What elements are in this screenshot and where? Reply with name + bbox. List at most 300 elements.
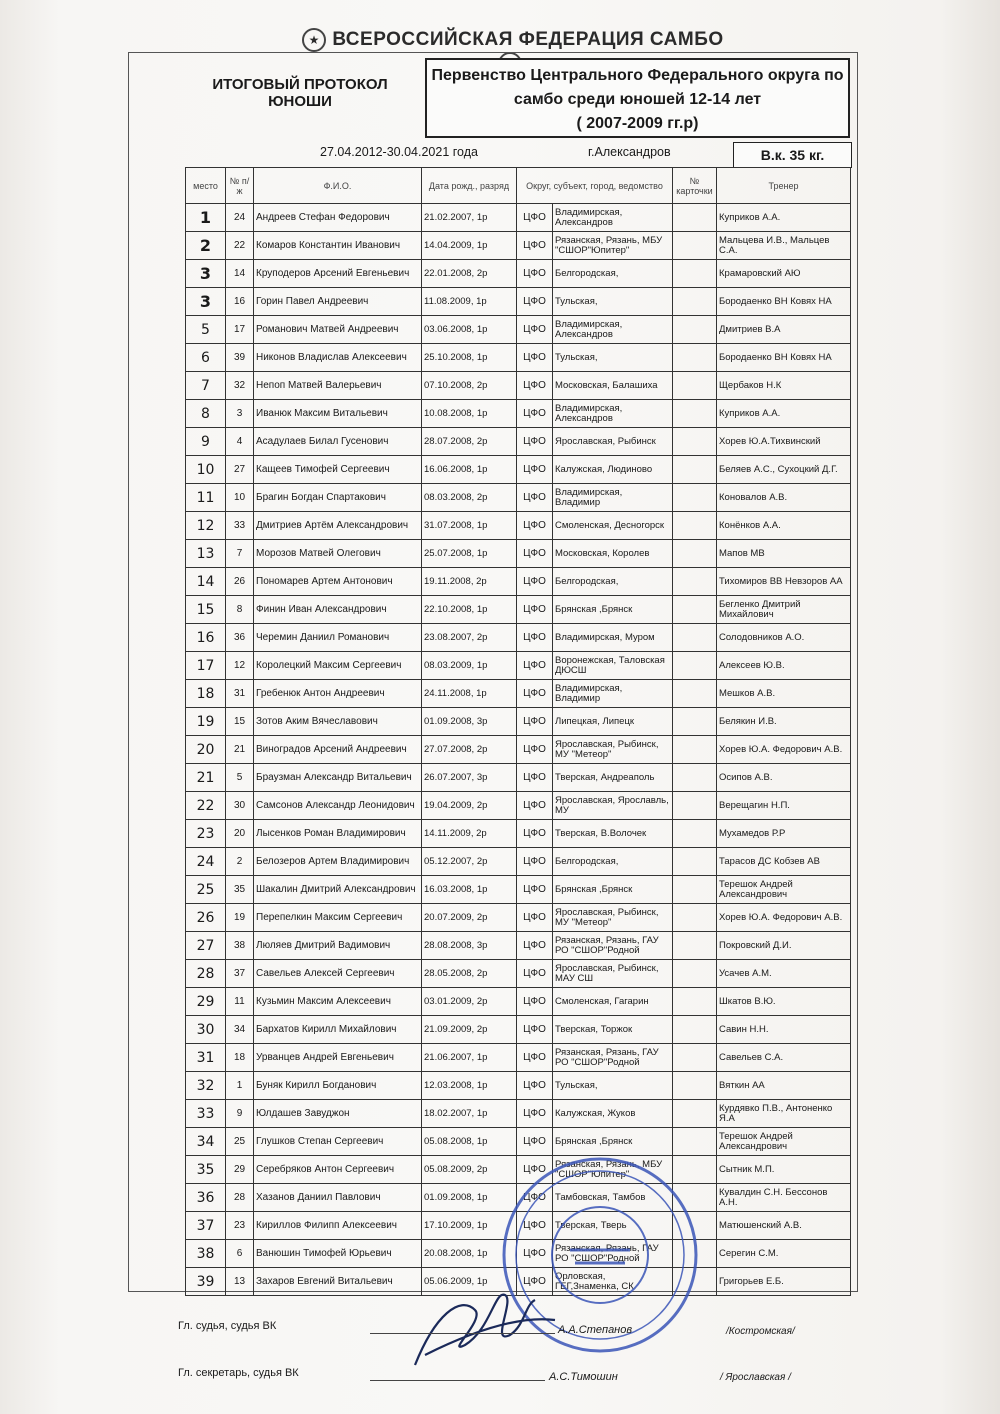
region-cell: Владимирская, Александров	[553, 400, 673, 428]
dob-cell: 14.11.2009, 2р	[422, 820, 517, 848]
dob-cell: 08.03.2008, 2р	[422, 484, 517, 512]
number-cell: 9	[226, 1100, 254, 1128]
place-cell: 1	[186, 204, 226, 232]
place-cell: 3	[186, 260, 226, 288]
region-cell: Тамбовская, Тамбов	[553, 1184, 673, 1212]
okrug-cell: ЦФО	[517, 400, 553, 428]
place-cell: 32	[186, 1072, 226, 1100]
number-cell: 32	[226, 372, 254, 400]
number-cell: 29	[226, 1156, 254, 1184]
coach-cell: Хорев Ю.А. Федорович А.В.	[717, 736, 851, 764]
place-cell: 28	[186, 960, 226, 988]
dob-cell: 23.08.2007, 2р	[422, 624, 517, 652]
table-row	[186, 876, 851, 904]
number-cell: 1	[226, 1072, 254, 1100]
place-cell: 7	[186, 372, 226, 400]
table-row	[186, 988, 851, 1016]
region-cell: Владимирская, Александров	[553, 204, 673, 232]
coach-cell: Покровский Д.И.	[717, 932, 851, 960]
okrug-cell: ЦФО	[517, 456, 553, 484]
number-cell: 31	[226, 680, 254, 708]
name-cell: Финин Иван Александрович	[254, 596, 422, 624]
name-cell: Виноградов Арсений Андреевич	[254, 736, 422, 764]
chief-secretary-name: А.С.Тимошин	[549, 1371, 618, 1383]
coach-cell: Мешков А.В.	[717, 680, 851, 708]
region-cell: Ярославская, Рыбинск, МУ "Метеор"	[553, 904, 673, 932]
card-cell	[673, 1044, 717, 1072]
name-cell: Черемин Даниил Романович	[254, 624, 422, 652]
okrug-cell: ЦФО	[517, 764, 553, 792]
col-number-header: № п/ж	[226, 168, 254, 204]
dob-cell: 19.11.2008, 2р	[422, 568, 517, 596]
name-cell: Пономарев Артем Антонович	[254, 568, 422, 596]
okrug-cell: ЦФО	[517, 484, 553, 512]
okrug-cell: ЦФО	[517, 1268, 553, 1296]
coach-cell: Усачев А.М.	[717, 960, 851, 988]
dob-cell: 03.01.2009, 2р	[422, 988, 517, 1016]
region-cell: Рязанская, Рязань, ГАУ РО "СШОР"Родной	[553, 1044, 673, 1072]
name-cell: Белозеров Артем Владимирович	[254, 848, 422, 876]
table-row	[186, 288, 851, 316]
place-cell: 38	[186, 1240, 226, 1268]
okrug-cell: ЦФО	[517, 736, 553, 764]
table-row	[186, 708, 851, 736]
table-row	[186, 568, 851, 596]
card-cell	[673, 260, 717, 288]
region-cell: Белгородская,	[553, 848, 673, 876]
table-row	[186, 848, 851, 876]
region-cell: Ярославская, Рыбинск, МУ "Метеор"	[553, 736, 673, 764]
name-cell: Никонов Владислав Алексеевич	[254, 344, 422, 372]
name-cell: Юлдашев Завуджон	[254, 1100, 422, 1128]
table-row	[186, 1128, 851, 1156]
region-cell: Московская, Балашиха	[553, 372, 673, 400]
coach-cell: Мухамедов Р.Р	[717, 820, 851, 848]
dob-cell: 05.12.2007, 2р	[422, 848, 517, 876]
number-cell: 14	[226, 260, 254, 288]
card-cell	[673, 708, 717, 736]
number-cell: 35	[226, 876, 254, 904]
place-cell: 21	[186, 764, 226, 792]
dob-cell: 27.07.2008, 2р	[422, 736, 517, 764]
place-cell: 23	[186, 820, 226, 848]
okrug-cell: ЦФО	[517, 876, 553, 904]
card-cell	[673, 792, 717, 820]
number-cell: 22	[226, 232, 254, 260]
card-cell	[673, 400, 717, 428]
region-cell: Рязанская, Рязань, МБУ "СШОР"Юпитер"	[553, 1156, 673, 1184]
number-cell: 37	[226, 960, 254, 988]
okrug-cell: ЦФО	[517, 708, 553, 736]
name-cell: Самсонов Александр Леонидович	[254, 792, 422, 820]
region-cell: Владимирская, Владимир	[553, 680, 673, 708]
weight-category: В.к. 35 кг.	[733, 142, 852, 168]
place-cell: 29	[186, 988, 226, 1016]
signature-line	[370, 1333, 555, 1334]
number-cell: 20	[226, 820, 254, 848]
table-row	[186, 260, 851, 288]
place-cell: 17	[186, 652, 226, 680]
coach-cell: Терешок Андрей Александрович	[717, 876, 851, 904]
place-cell: 35	[186, 1156, 226, 1184]
okrug-cell: ЦФО	[517, 1128, 553, 1156]
region-cell: Тульская,	[553, 344, 673, 372]
number-cell: 5	[226, 764, 254, 792]
number-cell: 12	[226, 652, 254, 680]
card-cell	[673, 736, 717, 764]
card-cell	[673, 1100, 717, 1128]
name-cell: Захаров Евгений Витальевич	[254, 1268, 422, 1296]
table-row	[186, 204, 851, 232]
name-cell: Андреев Стефан Федорович	[254, 204, 422, 232]
region-cell: Тверская, Торжок	[553, 1016, 673, 1044]
region-cell: Брянская ,Брянск	[553, 596, 673, 624]
okrug-cell: ЦФО	[517, 204, 553, 232]
name-cell: Непоп Матвей Валерьевич	[254, 372, 422, 400]
okrug-cell: ЦФО	[517, 288, 553, 316]
col-name-header: Ф.И.О.	[254, 168, 422, 204]
name-cell: Перепелкин Максим Сергеевич	[254, 904, 422, 932]
number-cell: 19	[226, 904, 254, 932]
chief-judge-region: /Костромская/	[726, 1326, 795, 1337]
name-cell: Зотов Аким Вячеславович	[254, 708, 422, 736]
chief-judge-name: А.А.Степанов	[558, 1324, 633, 1336]
okrug-cell: ЦФО	[517, 512, 553, 540]
name-cell: Гребенюк Антон Андреевич	[254, 680, 422, 708]
place-cell: 5	[186, 316, 226, 344]
okrug-cell: ЦФО	[517, 1212, 553, 1240]
dob-cell: 22.01.2008, 2р	[422, 260, 517, 288]
okrug-cell: ЦФО	[517, 316, 553, 344]
event-dates: 27.04.2012-30.04.2021 года	[320, 145, 478, 159]
dob-cell: 21.09.2009, 2р	[422, 1016, 517, 1044]
place-cell: 18	[186, 680, 226, 708]
region-cell: Брянская ,Брянск	[553, 1128, 673, 1156]
coach-cell: Кувалдин С.Н. Бессонов А.Н.	[717, 1184, 851, 1212]
card-cell	[673, 428, 717, 456]
coach-cell: Дмитриев В.А	[717, 316, 851, 344]
number-cell: 26	[226, 568, 254, 596]
okrug-cell: ЦФО	[517, 540, 553, 568]
region-cell: Тульская,	[553, 288, 673, 316]
okrug-cell: ЦФО	[517, 680, 553, 708]
card-cell	[673, 484, 717, 512]
place-cell: 20	[186, 736, 226, 764]
region-cell: Калужская, Жуков	[553, 1100, 673, 1128]
federation-title: ВСЕРОССИЙСКАЯ ФЕДЕРАЦИЯ САМБО	[332, 29, 724, 51]
dob-cell: 16.06.2008, 1р	[422, 456, 517, 484]
coach-cell: Хорев Ю.А.Тихвинский	[717, 428, 851, 456]
table-row	[186, 736, 851, 764]
results-table	[185, 167, 851, 1296]
region-cell: Рязанская, Рязань, ГАУ РО "СШОР"Родной	[553, 932, 673, 960]
coach-cell: Алексеев Ю.В.	[717, 652, 851, 680]
name-cell: Глушков Степан Сергеевич	[254, 1128, 422, 1156]
coach-cell: Курдявко П.В., Антоненко Я.А	[717, 1100, 851, 1128]
table-row	[186, 428, 851, 456]
championship-box	[425, 58, 850, 138]
dob-cell: 16.03.2008, 1р	[422, 876, 517, 904]
card-cell	[673, 232, 717, 260]
number-cell: 15	[226, 708, 254, 736]
coach-cell: Куприков А.А.	[717, 400, 851, 428]
table-header-row	[186, 168, 851, 204]
coach-cell: Крамаровский АЮ	[717, 260, 851, 288]
dob-cell: 21.02.2007, 1р	[422, 204, 517, 232]
region-cell: Белгородская,	[553, 568, 673, 596]
okrug-cell: ЦФО	[517, 428, 553, 456]
coach-cell: Савельев С.А.	[717, 1044, 851, 1072]
dob-cell: 10.08.2008, 1р	[422, 400, 517, 428]
okrug-cell: ЦФО	[517, 820, 553, 848]
region-cell: Смоленская, Десногорск	[553, 512, 673, 540]
coach-cell: Тарасов ДС Кобзев АВ	[717, 848, 851, 876]
table-row	[186, 400, 851, 428]
okrug-cell: ЦФО	[517, 904, 553, 932]
place-cell: 26	[186, 904, 226, 932]
dob-cell: 28.07.2008, 2р	[422, 428, 517, 456]
table-row	[186, 1044, 851, 1072]
dob-cell: 28.05.2008, 2р	[422, 960, 517, 988]
okrug-cell: ЦФО	[517, 232, 553, 260]
card-cell	[673, 568, 717, 596]
region-cell: Московская, Королев	[553, 540, 673, 568]
card-cell	[673, 960, 717, 988]
table-row	[186, 372, 851, 400]
okrug-cell: ЦФО	[517, 260, 553, 288]
table-row	[186, 484, 851, 512]
table-row	[186, 1072, 851, 1100]
place-cell: 25	[186, 876, 226, 904]
dob-cell: 01.09.2008, 1р	[422, 1184, 517, 1212]
coach-cell: Белякин И.В.	[717, 708, 851, 736]
place-cell: 33	[186, 1100, 226, 1128]
place-cell: 37	[186, 1212, 226, 1240]
okrug-cell: ЦФО	[517, 568, 553, 596]
place-cell: 31	[186, 1044, 226, 1072]
dob-cell: 07.10.2008, 2р	[422, 372, 517, 400]
dob-cell: 08.03.2009, 1р	[422, 652, 517, 680]
col-region-header: Округ, субъект, город, ведомство	[517, 168, 673, 204]
dob-cell: 01.09.2008, 3р	[422, 708, 517, 736]
number-cell: 7	[226, 540, 254, 568]
card-cell	[673, 344, 717, 372]
table-row	[186, 820, 851, 848]
number-cell: 21	[226, 736, 254, 764]
dob-cell: 11.08.2009, 1р	[422, 288, 517, 316]
table-row	[186, 904, 851, 932]
region-cell: Воронежская, Таловская ДЮСШ	[553, 652, 673, 680]
name-cell: Кащеев Тимофей Сергеевич	[254, 456, 422, 484]
table-row	[186, 512, 851, 540]
region-cell: Смоленская, Гагарин	[553, 988, 673, 1016]
number-cell: 39	[226, 344, 254, 372]
okrug-cell: ЦФО	[517, 344, 553, 372]
region-cell: Тверская, Тверь	[553, 1212, 673, 1240]
number-cell: 34	[226, 1016, 254, 1044]
region-cell: Владимирская, Муром	[553, 624, 673, 652]
number-cell: 28	[226, 1184, 254, 1212]
card-cell	[673, 288, 717, 316]
card-cell	[673, 316, 717, 344]
place-cell: 16	[186, 624, 226, 652]
name-cell: Дмитриев Артём Александрович	[254, 512, 422, 540]
okrug-cell: ЦФО	[517, 372, 553, 400]
coach-cell: Бегленко Дмитрий Михайлович	[717, 596, 851, 624]
name-cell: Горин Павел Андреевич	[254, 288, 422, 316]
card-cell	[673, 372, 717, 400]
place-cell: 14	[186, 568, 226, 596]
card-cell	[673, 904, 717, 932]
card-cell	[673, 848, 717, 876]
coach-cell: Осипов А.В.	[717, 764, 851, 792]
coach-cell: Шкатов В.Ю.	[717, 988, 851, 1016]
table-row	[186, 680, 851, 708]
number-cell: 10	[226, 484, 254, 512]
table-row	[186, 652, 851, 680]
place-cell: 8	[186, 400, 226, 428]
coach-cell: Мальцева И.В., Мальцев С.А.	[717, 232, 851, 260]
card-cell	[673, 876, 717, 904]
region-cell: Рязанская, Рязань, МБУ "СШОР"Юпитер"	[553, 232, 673, 260]
name-cell: Хазанов Даниил Павлович	[254, 1184, 422, 1212]
place-cell: 9	[186, 428, 226, 456]
dob-cell: 18.02.2007, 1р	[422, 1100, 517, 1128]
coach-cell: Серегин С.М.	[717, 1240, 851, 1268]
dob-cell: 25.10.2008, 1р	[422, 344, 517, 372]
okrug-cell: ЦФО	[517, 1240, 553, 1268]
dob-cell: 25.07.2008, 1р	[422, 540, 517, 568]
name-cell: Королецкий Максим Сергеевич	[254, 652, 422, 680]
dob-cell: 05.06.2009, 1р	[422, 1268, 517, 1296]
region-cell: Ярославская, Рыбинск	[553, 428, 673, 456]
table-row	[186, 960, 851, 988]
championship-line2: самбо среди юношей 12-14 лет	[513, 91, 762, 108]
card-cell	[673, 1016, 717, 1044]
table-row	[186, 932, 851, 960]
name-cell: Кузьмин Максим Алексеевич	[254, 988, 422, 1016]
protocol-title-line2: ЮНОШИ	[268, 93, 332, 110]
coach-cell: Вяткин АА	[717, 1072, 851, 1100]
star-emblem-icon: ★	[302, 28, 326, 52]
card-cell	[673, 596, 717, 624]
card-cell	[673, 1128, 717, 1156]
number-cell: 6	[226, 1240, 254, 1268]
name-cell: Комаров Константин Иванович	[254, 232, 422, 260]
place-cell: 27	[186, 932, 226, 960]
region-cell: Липецкая, Липецк	[553, 708, 673, 736]
okrug-cell: ЦФО	[517, 960, 553, 988]
dob-cell: 05.08.2008, 1р	[422, 1128, 517, 1156]
championship-line1: Первенство Центрального Федерального округа по	[431, 67, 844, 84]
place-cell: 3	[186, 288, 226, 316]
okrug-cell: ЦФО	[517, 988, 553, 1016]
name-cell: Романович Матвей Андреевич	[254, 316, 422, 344]
okrug-cell: ЦФО	[517, 1016, 553, 1044]
okrug-cell: ЦФО	[517, 1184, 553, 1212]
dob-cell: 20.08.2008, 1р	[422, 1240, 517, 1268]
dob-cell: 28.08.2008, 3р	[422, 932, 517, 960]
dob-cell: 24.11.2008, 1р	[422, 680, 517, 708]
table-row	[186, 456, 851, 484]
number-cell: 17	[226, 316, 254, 344]
okrug-cell: ЦФО	[517, 1156, 553, 1184]
coach-cell: Григорьев Е.Б.	[717, 1268, 851, 1296]
place-cell: 2	[186, 232, 226, 260]
table-row	[186, 1016, 851, 1044]
coach-cell: Сытник М.П.	[717, 1156, 851, 1184]
name-cell: Буняк Кирилл Богданович	[254, 1072, 422, 1100]
number-cell: 18	[226, 1044, 254, 1072]
card-cell	[673, 1072, 717, 1100]
place-cell: 10	[186, 456, 226, 484]
place-cell: 19	[186, 708, 226, 736]
signature-line	[370, 1380, 545, 1381]
okrug-cell: ЦФО	[517, 932, 553, 960]
coach-cell: Щербаков Н.К	[717, 372, 851, 400]
number-cell: 25	[226, 1128, 254, 1156]
region-cell: Ярославская, Ярославль, МУ	[553, 792, 673, 820]
col-card-header: № карточки	[673, 168, 717, 204]
okrug-cell: ЦФО	[517, 848, 553, 876]
region-cell: Владимирская, Александров	[553, 316, 673, 344]
coach-cell: Матюшенский А.В.	[717, 1212, 851, 1240]
place-cell: 6	[186, 344, 226, 372]
dob-cell: 12.03.2008, 1р	[422, 1072, 517, 1100]
dob-cell: 26.07.2007, 3р	[422, 764, 517, 792]
card-cell	[673, 540, 717, 568]
coach-cell: Терешок Андрей Александрович	[717, 1128, 851, 1156]
region-cell: Орловская, ГЕГ,Знаменка, СК	[553, 1268, 673, 1296]
place-cell: 22	[186, 792, 226, 820]
number-cell: 2	[226, 848, 254, 876]
dob-cell: 03.06.2008, 1р	[422, 316, 517, 344]
table-row	[186, 540, 851, 568]
table-row	[186, 344, 851, 372]
dob-cell: 05.08.2009, 2р	[422, 1156, 517, 1184]
okrug-cell: ЦФО	[517, 624, 553, 652]
table-row	[186, 624, 851, 652]
number-cell: 3	[226, 400, 254, 428]
dob-cell: 21.06.2007, 1р	[422, 1044, 517, 1072]
signature-scribble	[405, 1275, 565, 1385]
card-cell	[673, 932, 717, 960]
region-cell: Владимирская, Владимир	[553, 484, 673, 512]
coach-cell: Беляев А.С., Сухоцкий Д.Г.	[717, 456, 851, 484]
okrug-cell: ЦФО	[517, 652, 553, 680]
number-cell: 8	[226, 596, 254, 624]
okrug-cell: ЦФО	[517, 1072, 553, 1100]
coach-cell: Конёнков А.А.	[717, 512, 851, 540]
number-cell: 13	[226, 1268, 254, 1296]
number-cell: 16	[226, 288, 254, 316]
number-cell: 38	[226, 932, 254, 960]
card-cell	[673, 680, 717, 708]
place-cell: 24	[186, 848, 226, 876]
place-cell: 13	[186, 540, 226, 568]
name-cell: Морозов Матвей Олегович	[254, 540, 422, 568]
place-cell: 15	[186, 596, 226, 624]
card-cell	[673, 456, 717, 484]
name-cell: Асадулаев Билал Гусенович	[254, 428, 422, 456]
dob-cell: 19.04.2009, 2р	[422, 792, 517, 820]
protocol-title	[205, 76, 395, 110]
card-cell	[673, 652, 717, 680]
dob-cell: 20.07.2009, 2р	[422, 904, 517, 932]
table-row	[186, 792, 851, 820]
number-cell: 11	[226, 988, 254, 1016]
card-cell	[673, 624, 717, 652]
